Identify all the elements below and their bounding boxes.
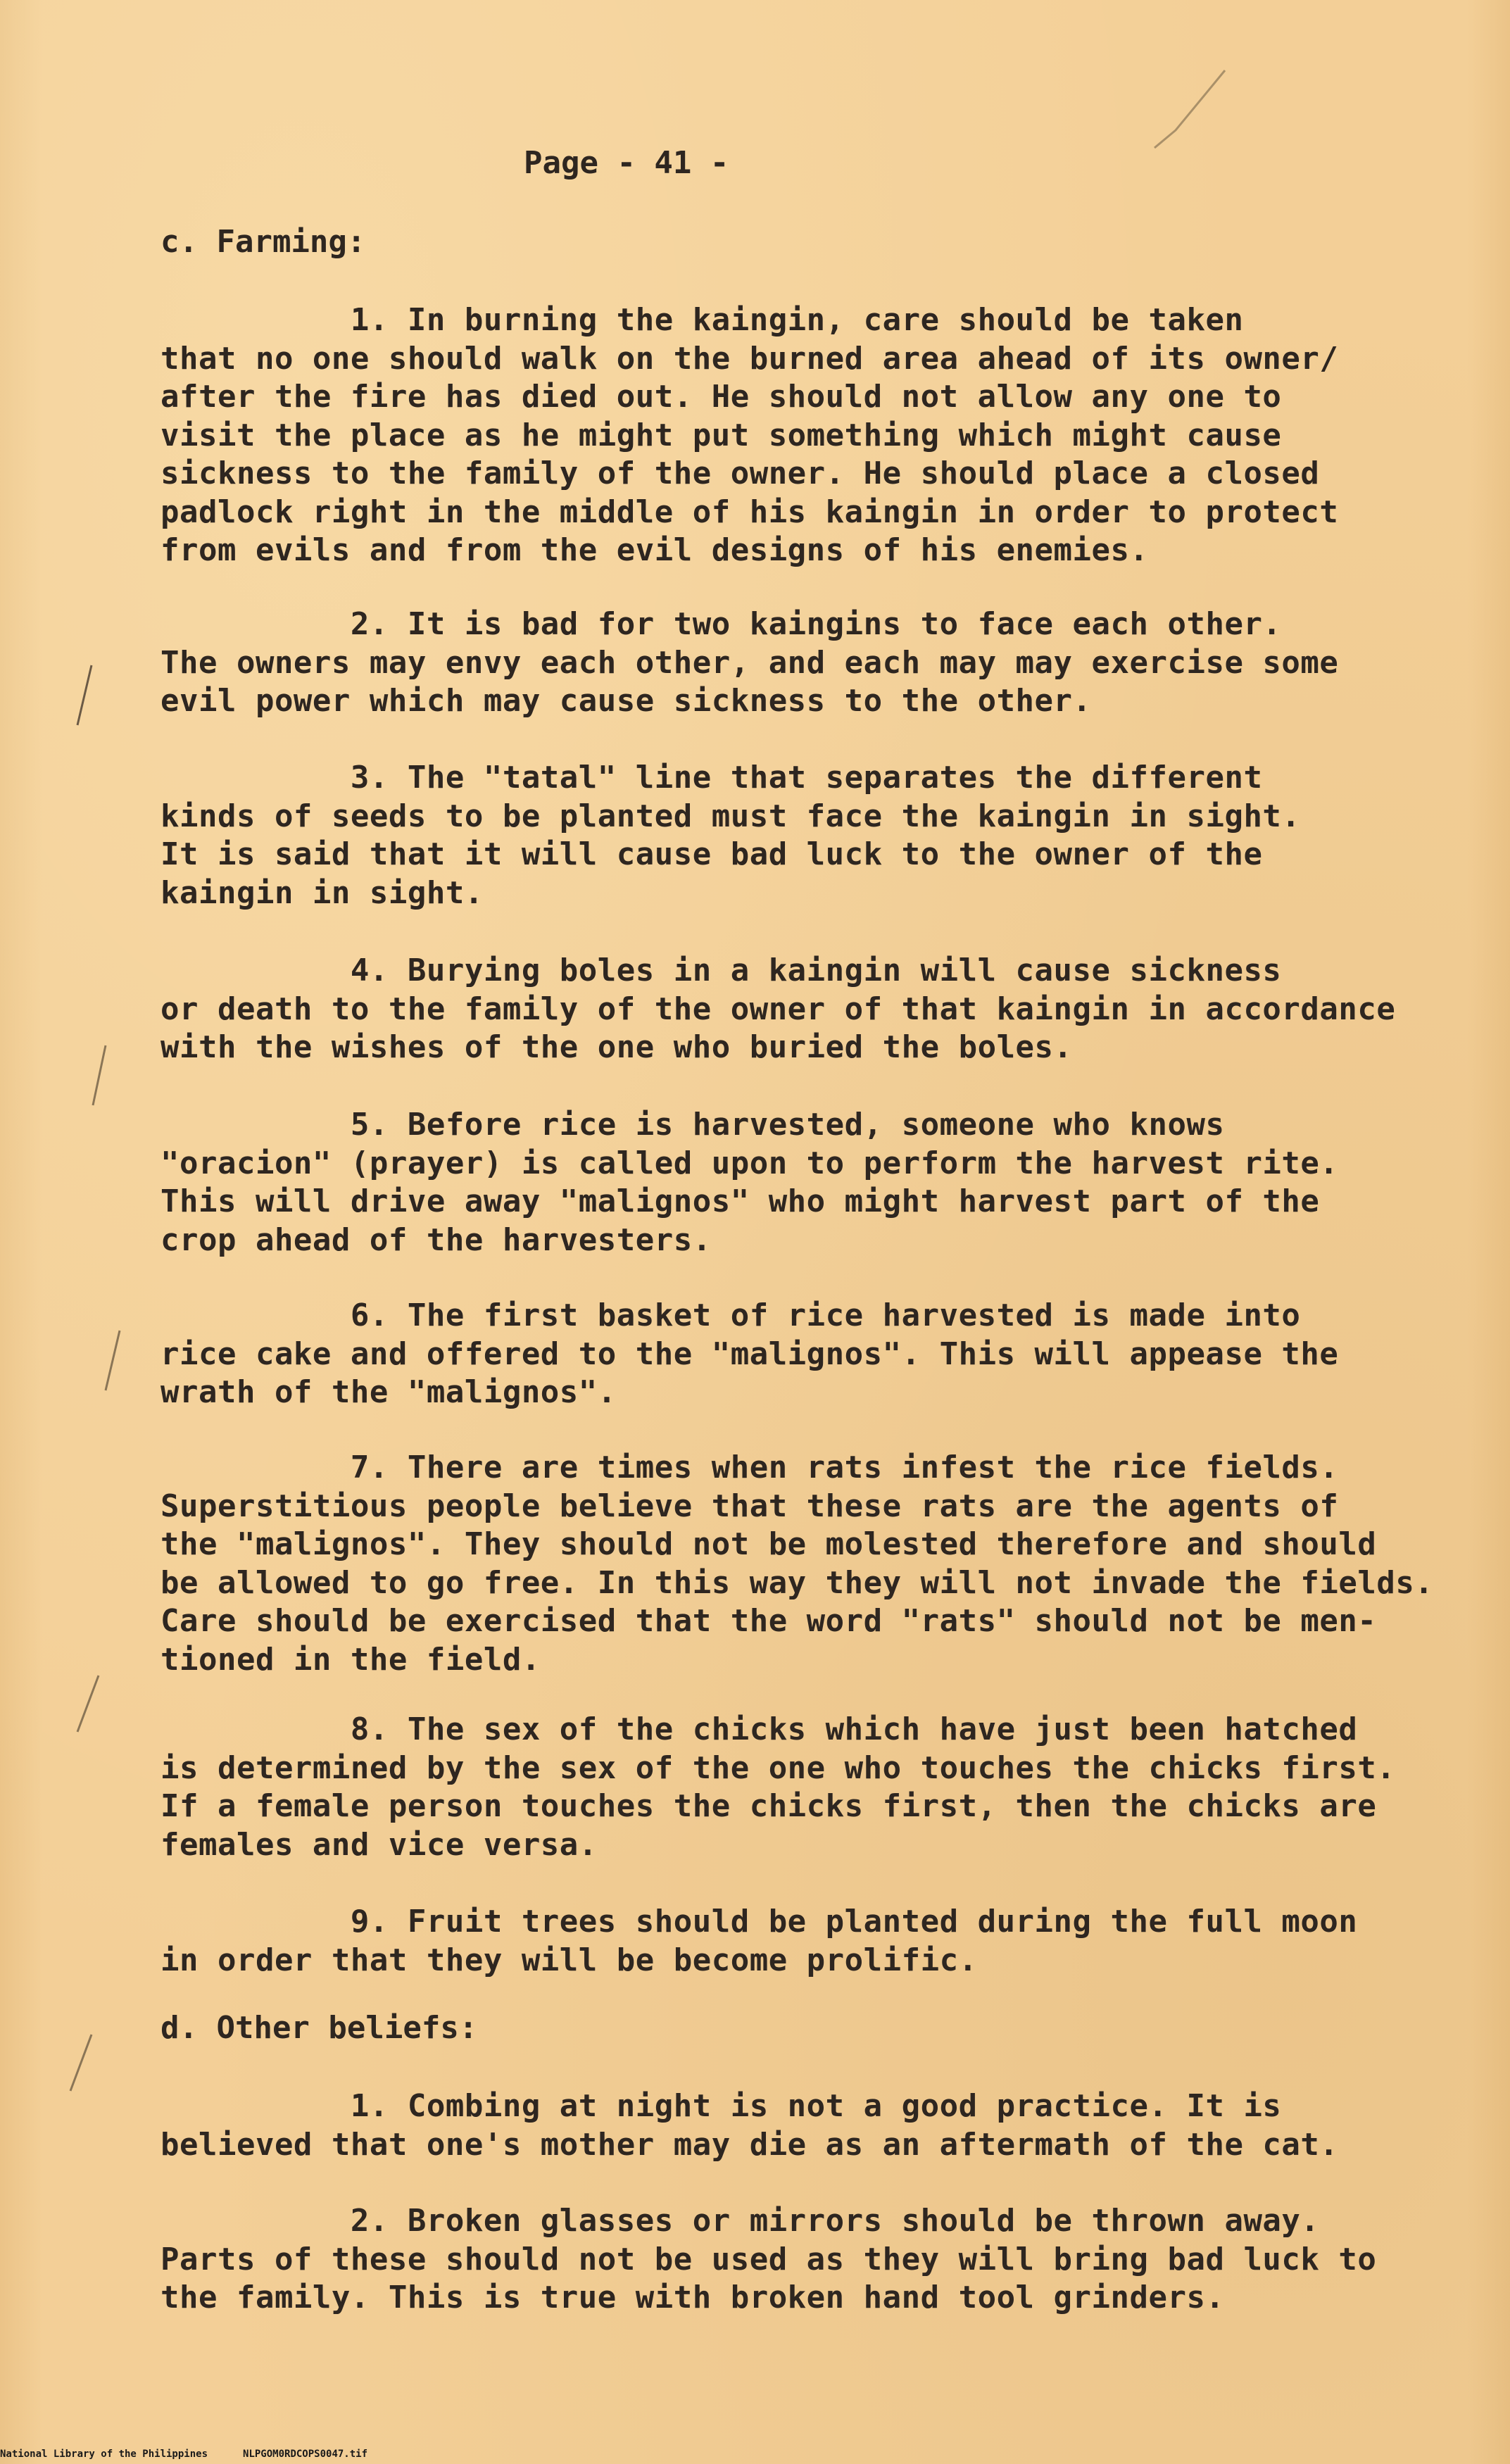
- margin-mark-2: [84, 1042, 113, 1112]
- farming-item-5-line-3: This will drive away "malignos" who might harvest part of the: [161, 1183, 1320, 1219]
- farming-item-6-line-1: 6. The first basket of rice harvested is made into: [161, 1297, 1301, 1333]
- section-heading-farming: c. Farming:: [161, 224, 366, 260]
- margin-mark-1: [70, 662, 99, 732]
- margin-mark-3: [99, 1324, 127, 1394]
- farming-item-9-line-1: 9. Fruit trees should be planted during the full moon: [161, 1904, 1358, 1940]
- farming-item-4-line-3: with the wishes of the one who buried the boles.: [161, 1029, 1073, 1065]
- farming-item-1-line-3: after the fire has died out. He should not allow any one to: [161, 379, 1282, 415]
- footer-filename: NLPGOM0RDCOPS0047.tif: [243, 2449, 368, 2460]
- farming-item-7-line-6: tioned in the field.: [161, 1641, 541, 1678]
- other-item-2-line-1: 2. Broken glasses or mirrors should be thrown away.: [161, 2203, 1320, 2239]
- margin-mark-4: [70, 1668, 106, 1739]
- farming-item-5-line-4: crop ahead of the harvesters.: [161, 1221, 712, 1258]
- farming-item-3-line-3: It is said that it will cause bad luck to the owner of the: [161, 836, 1263, 872]
- farming-item-3-line-1: 3. The "tatal" line that separates the different: [161, 760, 1263, 796]
- farming-item-1-line-1: 1. In burning the kaingin, care should be taken: [161, 302, 1244, 338]
- farming-item-8-line-1: 8. The sex of the chicks which have just been hatched: [161, 1711, 1358, 1747]
- farming-item-4-line-2: or death to the family of the owner of that kaingin in accordance: [161, 991, 1396, 1027]
- margin-mark-5: [63, 2028, 99, 2098]
- farming-item-8-line-3: If a female person touches the chicks first, then the chicks are: [161, 1788, 1377, 1824]
- other-item-1-line-2: believed that one's mother may die as an aftermath of the cat.: [161, 2126, 1339, 2163]
- farming-item-7-line-3: the "malignos". They should not be molested therefore and should: [161, 1526, 1377, 1562]
- page-number: Page - 41 -: [524, 145, 729, 181]
- farming-item-4-line-1: 4. Burying boles in a kaingin will cause sickness: [161, 953, 1282, 988]
- farming-item-5-line-2: "oracion" (prayer) is called upon to perform the harvest rite.: [161, 1145, 1339, 1181]
- farming-item-3-line-2: kinds of seeds to be planted must face the kaingin in sight.: [161, 798, 1301, 834]
- section-heading-other-beliefs: d. Other beliefs:: [161, 2010, 478, 2046]
- other-item-2-line-3: the family. This is true with broken hand tool grinders.: [161, 2280, 1225, 2315]
- farming-item-2-line-1: 2. It is bad for two kaingins to face each other.: [161, 606, 1282, 642]
- farming-item-1-line-6: padlock right in the middle of his kaingin in order to protect: [161, 494, 1339, 530]
- farming-item-7-line-5: Care should be exercised that the word "rats" should not be men-: [161, 1603, 1377, 1639]
- footer-library: National Library of the Philippines: [0, 2449, 208, 2460]
- farming-item-3-line-4: kaingin in sight.: [161, 874, 484, 911]
- farming-item-2-line-2: The owners may envy each other, and each may may exercise some: [161, 644, 1339, 681]
- farming-item-6-line-2: rice cake and offered to the "malignos". This will appease the: [161, 1335, 1339, 1372]
- farming-item-2-line-3: evil power which may cause sickness to the other.: [161, 683, 1092, 719]
- farming-item-1-line-7: from evils and from the evil designs of his enemies.: [161, 532, 1149, 568]
- farming-item-8-line-4: females and vice versa.: [161, 1826, 598, 1863]
- other-item-1-line-1: 1. Combing at night is not a good practice. It is: [161, 2088, 1282, 2124]
- farming-item-5-line-1: 5. Before rice is harvested, someone who knows: [161, 1107, 1225, 1143]
- farming-item-1-line-2: that no one should walk on the burned area ahead of its owner/: [161, 340, 1339, 377]
- farming-item-7-line-1: 7. There are times when rats infest the rice fields.: [161, 1450, 1339, 1485]
- farming-item-1-line-5: sickness to the family of the owner. He should place a closed: [161, 455, 1320, 491]
- farming-item-8-line-2: is determined by the sex of the one who touches the chicks first.: [161, 1749, 1396, 1786]
- farming-item-7-line-4: be allowed to go free. In this way they will not invade the fields.: [161, 1564, 1434, 1601]
- other-item-2-line-2: Parts of these should not be used as they will bring bad luck to: [161, 2241, 1377, 2277]
- farming-item-7-line-2: Superstitious people believe that these rats are the agents of: [161, 1488, 1339, 1524]
- farming-item-1-line-4: visit the place as he might put something which might cause: [161, 417, 1282, 453]
- scan-footer: [0, 2449, 367, 2460]
- farming-item-9-line-2: in order that they will be become prolific.: [161, 1942, 978, 1978]
- farming-item-6-line-3: wrath of the "malignos".: [161, 1374, 617, 1410]
- pencil-mark-top: [1147, 63, 1232, 155]
